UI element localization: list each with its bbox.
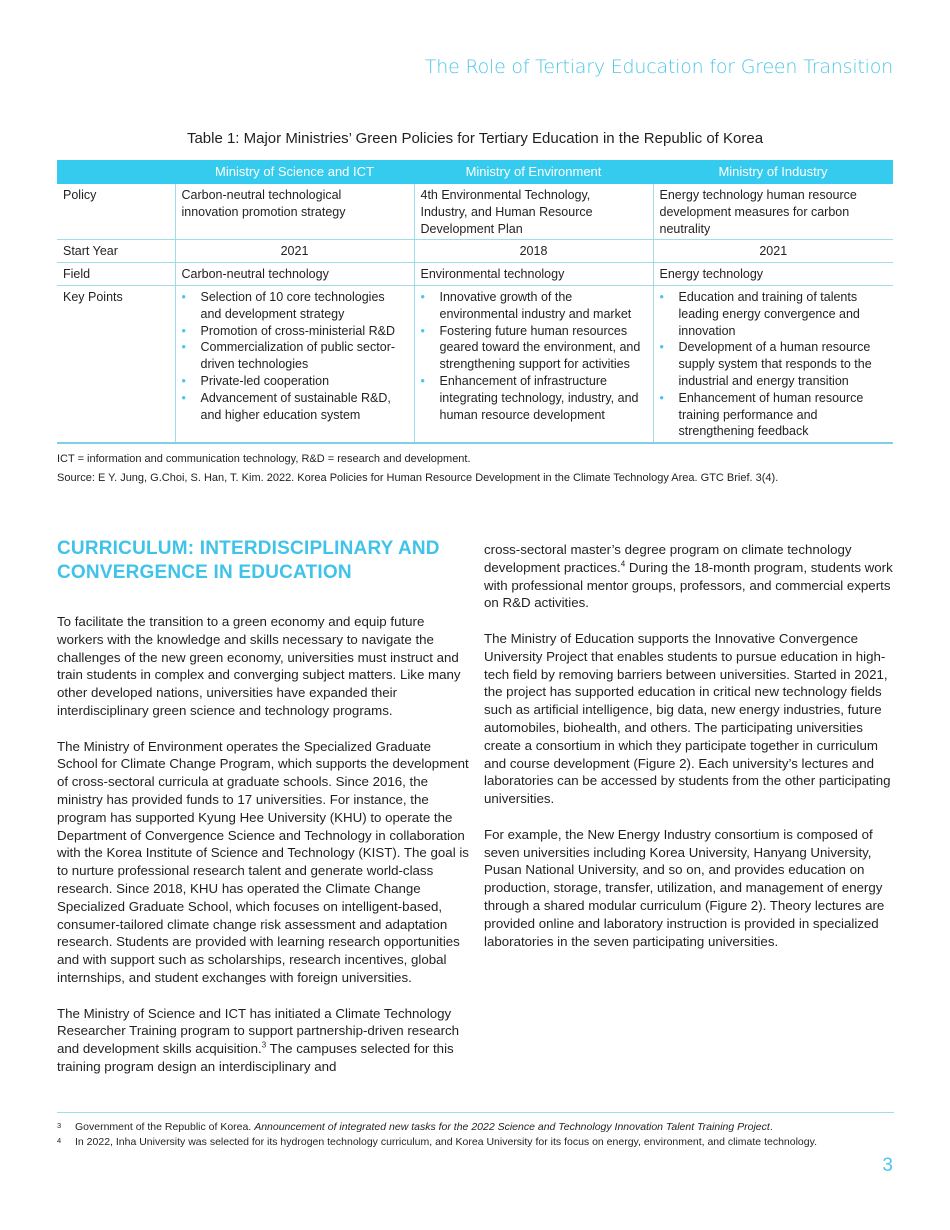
table-header-blank <box>57 160 175 184</box>
table-cell <box>653 285 893 443</box>
bullet-list <box>421 289 647 423</box>
bullet-list <box>182 289 408 423</box>
table-source-note: Source: E Y. Jung, G.Choi, S. Han, T. Kim. 2022. Korea Policies for Human Resource Development in the Climate Technology Area. GTC Brief. 3(4). <box>57 472 779 484</box>
list-item: • Innovative growth of the environmental industry and market <box>421 289 647 323</box>
paragraph-text: The campuses selected for this training program design an interdisciplinary and <box>57 1041 454 1074</box>
table-header-environment: Ministry of Environment <box>414 160 653 184</box>
footnote-ref-4[interactable]: 4 <box>620 559 626 569</box>
table-title: Table 1: Major Ministries’ Green Policies for Tertiary Education in the Republic of Korea <box>186 130 764 147</box>
policy-table <box>57 160 893 444</box>
section-heading: CURRICULUM: INTERDISCIPLINARY AND CONVERGENCE IN EDUCATION <box>57 538 440 583</box>
paragraph-text: During the 18-month program, students work with professional mentor groups, professors, and commercial experts on R&D activities. <box>484 559 893 611</box>
list-item: • Development of a human resource supply system that responds to the industrial and energy transition <box>660 339 888 389</box>
row-label: Policy <box>57 184 175 240</box>
table-cell <box>175 285 414 443</box>
page-number: 3 <box>882 1155 893 1176</box>
list-item: • Promotion of cross-ministerial R&D <box>182 323 408 340</box>
table-row-key-points <box>57 285 893 443</box>
footnote-italic-title: Announcement of integrated new tasks for the 2022 Science and Technology Innovation Talent Training Project <box>254 1121 770 1133</box>
list-item: • Selection of 10 core technologies and development strategy <box>182 289 408 323</box>
footnote-text: Government of the Republic of Korea. <box>75 1121 255 1133</box>
row-label: Field <box>57 263 175 286</box>
table-header-industry: Ministry of Industry <box>653 160 893 184</box>
footnote-text: In 2022, Inha University was selected for its hydrogen technology curriculum, and Korea University for its focus on energy, environment, and climate technology. <box>75 1136 817 1148</box>
footnote-ref-3[interactable]: 3 <box>261 1040 267 1050</box>
body-paragraph <box>484 541 896 612</box>
left-column <box>57 613 471 1094</box>
bullet-list <box>660 289 888 440</box>
table-row-start-year <box>57 240 893 263</box>
table-header-science-ict: Ministry of Science and ICT <box>175 160 414 184</box>
table-row-field <box>57 263 893 286</box>
list-item: • Advancement of sustainable R&D, and higher education system <box>182 390 408 424</box>
list-item: • Enhancement of infrastructure integrating technology, industry, and human resource development <box>421 373 647 423</box>
row-label: Key Points <box>57 285 175 443</box>
list-item: • Enhancement of human resource training performance and strengthening feedback <box>660 390 888 440</box>
list-item: • Fostering future human resources geared toward the environment, and strengthening support for activities <box>421 323 647 373</box>
table-cell: Energy technology human resource development measures for carbon neutrality <box>653 184 893 240</box>
table-cell: Carbon-neutral technology <box>175 263 414 286</box>
row-label: Start Year <box>57 240 175 263</box>
table-cell: 2021 <box>653 240 893 263</box>
table-cell <box>414 285 653 443</box>
footnote-number: 4 <box>57 1136 62 1145</box>
table-cell: 4th Environmental Technology, Industry, and Human Resource Development Plan <box>414 184 653 240</box>
footnote-divider <box>57 1112 894 1113</box>
body-paragraph: To facilitate the transition to a green economy and equip future workers with the knowledge and skills necessary to navigate the challenges of the new green economy, universities must instruct and train students in complex and converging subject matters. Like many other developed nations, universities have expanded their interdisciplinary green science and technology programs. <box>57 614 461 718</box>
table-cell: Environmental technology <box>414 263 653 286</box>
paragraph-text: The Ministry of Science and ICT has initiated a Climate Technology Researcher Training program to support partnership-driven research and development skills acquisition. <box>57 1005 460 1057</box>
body-paragraph: The Ministry of Environment operates the Specialized Graduate School for Climate Change Program, which supports the development of cross-sectoral curricula at graduate schools. Since 2016, the ministry has provided funds to 17 universities. For instance, the program has supported Kyung Hee University (KHU) to operate the Department of Convergence Science and Technology in collaboration with the Korea Institute of Science and Technology (KIST). The goal is to nurture professional research talent and generate world-class research. Since 2018, KHU has operated the Climate Change Specialized Graduate School, which focuses on intelligent-based, consumer-tailored climate change risk assessment and adaptation research. Students are provided with learning research opportunities and with support such as scholarships, research incentives, global internships, and student exchanges with foreign universities. <box>57 738 469 985</box>
body-paragraph <box>57 1005 471 1076</box>
paragraph-text: cross-sectoral master’s degree program on climate technology development practices. <box>484 542 852 575</box>
table-cell: Energy technology <box>653 263 893 286</box>
table-cell: Carbon-neutral technological innovation promotion strategy <box>175 184 414 240</box>
table-cell: 2021 <box>175 240 414 263</box>
list-item: • Commercialization of public sector-driven technologies <box>182 339 408 373</box>
body-paragraph: For example, the New Energy Industry consortium is composed of seven universities including Korea University, Hanyang University, Pusan National University, and so on, and provides education on production, storage, transfer, utilization, and management of energy through a shared modular curriculum (Figure 2). Theory lectures are provided online and laboratory instruction is provided in specialized laboratories in the seven participating universities. <box>484 826 885 949</box>
table-row-policy <box>57 184 893 240</box>
running-header-title: The Role of Tertiary Education for Green Transition <box>424 56 893 78</box>
footnote-number: 3 <box>57 1121 62 1130</box>
body-paragraph: The Ministry of Education supports the Innovative Convergence University Project that enables students to pursue education in high-tech field by removing barriers between universities. Started in 2021, the project has supported education in critical new technology fields such as artificial intelligence, big data, new energy industries, future automobiles, biohealth, and others. The participating universities create a consortium in which they participate together in curriculum and course development (Figure 2). Each university’s lectures and laboratories can be accessed by students from the other participating universities. <box>484 630 891 807</box>
table-abbreviations-note: ICT = information and communication technology, R&D = research and development. <box>57 453 471 465</box>
table-header-row <box>57 160 893 184</box>
footnote-end: . <box>769 1121 773 1133</box>
right-column <box>484 541 896 968</box>
table-cell: 2018 <box>414 240 653 263</box>
list-item: • Education and training of talents leading energy convergence and innovation <box>660 289 888 339</box>
list-item: • Private-led cooperation <box>182 373 408 390</box>
